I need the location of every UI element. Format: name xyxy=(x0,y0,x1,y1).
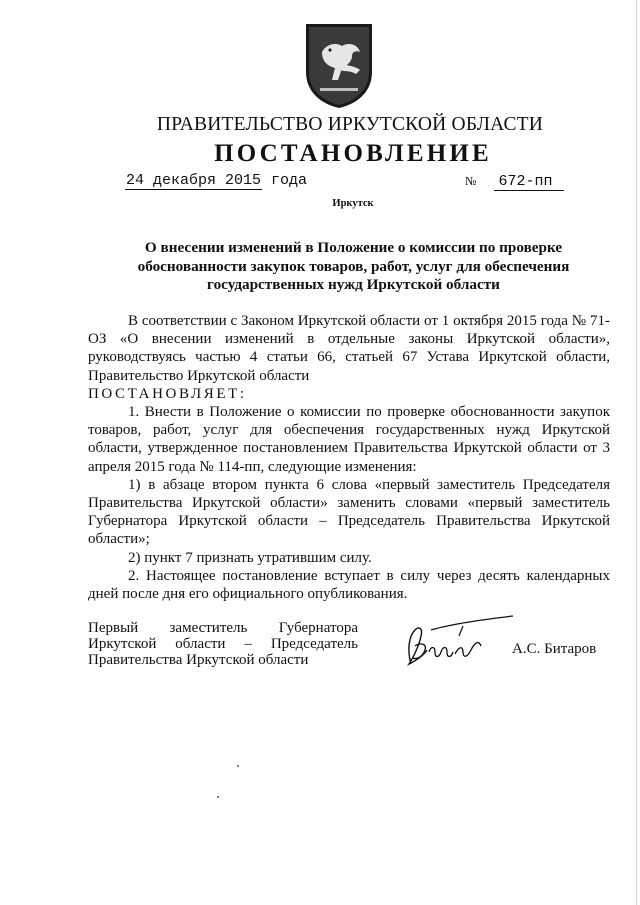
decree-date xyxy=(125,172,307,189)
decree-number xyxy=(465,173,564,190)
government-title: ПРАВИТЕЛЬСТВО ИРКУТСКОЙ ОБЛАСТИ xyxy=(156,114,544,135)
scan-speck xyxy=(237,765,239,767)
item-1-paragraph: 1. Внести в Положение о комиссии по проверке обоснованности закупок товаров, работ, услуг для обеспечения государственных нужд Иркутской области, утвержденное постановлением Правительства Иркутской области от 3 апреля 2015 года № 114-пп, следующие изменения: xyxy=(88,404,610,475)
number-sign: № xyxy=(465,174,477,188)
handwritten-signature xyxy=(401,606,521,676)
decree-body xyxy=(88,312,610,603)
document-type-title: ПОСТАНОВЛЕНИЕ xyxy=(214,140,492,167)
signer-position-line: Первый заместитель Губернатора xyxy=(88,620,358,636)
number-value: 672-пп xyxy=(494,173,564,191)
signer-name: А.С. Битаров xyxy=(512,641,597,657)
date-value: 24 декабря 2015 xyxy=(126,172,262,189)
city-label: Иркутск xyxy=(332,198,374,209)
item-1-subitem-2: 2) пункт 7 признать утратившим силу. xyxy=(128,549,372,566)
resolves-heading: ПОСТАНОВЛЯЕТ: xyxy=(88,385,247,402)
signer-position-line: Правительства Иркутской области xyxy=(88,652,309,668)
item-1-subitem-1: 1) в абзаце втором пункта 6 слова «первый заместитель Председателя Правительства Иркутской области» заменить словами «первый заместитель Губернатора Иркутской области – Председатель Правительства Иркутской области»; xyxy=(88,476,610,548)
item-2-paragraph: 2. Настоящее постановление вступает в силу через десять календарных дней после дня его официального опубликования. xyxy=(88,567,610,603)
decree-subject: О внесении изменений в Положение о комиссии по проверке обоснованности закупок товаров, работ, услуг для обеспечения государственных нужд Иркутской области xyxy=(137,239,570,293)
signer-position-line: Иркутской области – Председатель xyxy=(88,636,358,652)
irkutsk-coat-of-arms-icon xyxy=(302,22,376,110)
year-word: года xyxy=(271,172,308,189)
signer-position xyxy=(88,620,358,668)
preamble-paragraph: В соответствии с Законом Иркутской области от 1 октября 2015 года № 71-ОЗ «О внесении изменений в отдельные законы Иркутской области», руководствуясь частью 4 статьи 66, статьей 67 Устава Иркутской области, Правительство Иркутской области xyxy=(88,313,610,384)
scan-speck xyxy=(217,796,219,798)
